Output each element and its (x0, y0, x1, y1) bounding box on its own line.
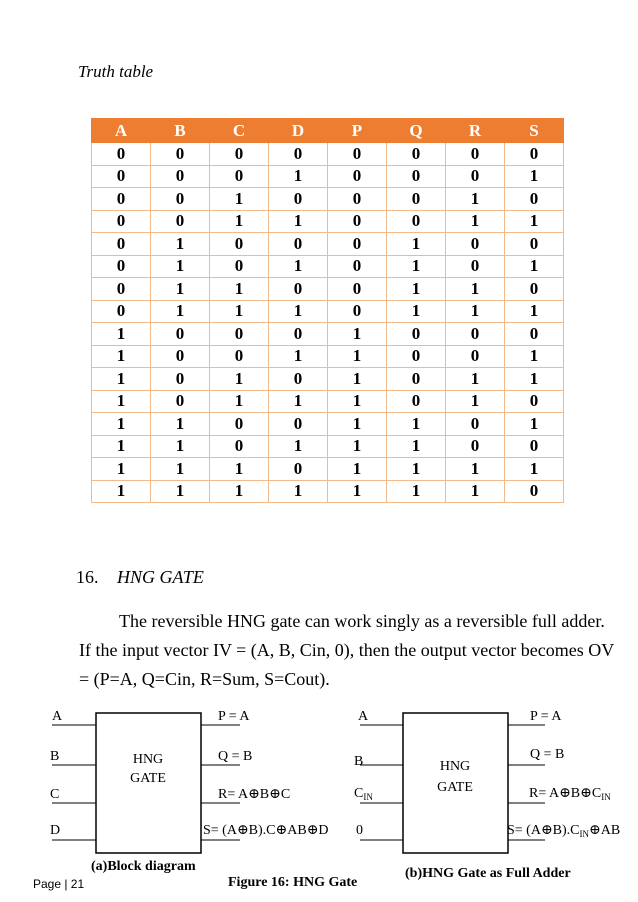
truth-table-cell: 1 (210, 188, 269, 211)
truth-table-cell: 0 (328, 165, 387, 188)
truth-table-cell: 1 (446, 188, 505, 211)
input-b-label-b: B (354, 754, 364, 769)
truth-table-cell: 1 (92, 345, 151, 368)
truth-table-cell: 1 (505, 345, 564, 368)
truth-table-cell: 0 (151, 323, 210, 346)
truth-table-header-cell: B (151, 119, 210, 143)
caption-b-prefix: (b) (405, 866, 423, 881)
output-q-label: Q = B (218, 749, 253, 764)
truth-table-cell: 1 (505, 368, 564, 391)
truth-table-cell: 0 (328, 255, 387, 278)
truth-table-cell: 0 (446, 165, 505, 188)
truth-table-cell: 0 (151, 188, 210, 211)
output-r-label-b (529, 786, 611, 802)
input-d-label: D (50, 823, 61, 838)
input-cin-subscript: IN (363, 792, 373, 802)
truth-table-cell: 0 (446, 323, 505, 346)
truth-table-cell: 0 (387, 390, 446, 413)
truth-table-cell: 0 (210, 165, 269, 188)
input-a-label-b: A (358, 709, 369, 724)
truth-table-cell: 0 (210, 345, 269, 368)
truth-table-cell: 1 (505, 255, 564, 278)
truth-table-cell: 1 (151, 435, 210, 458)
truth-table-cell: 0 (210, 255, 269, 278)
input-cin-main: C (354, 786, 364, 801)
truth-table-header-cell: R (446, 119, 505, 143)
truth-table-cell: 0 (328, 143, 387, 166)
truth-table-cell: 1 (92, 480, 151, 503)
truth-table-cell: 0 (92, 233, 151, 256)
section-number: 16. (76, 567, 99, 587)
truth-table-header-row (92, 119, 564, 143)
input-cin-label-b (354, 786, 373, 802)
truth-table-cell: 1 (328, 413, 387, 436)
gate-label-line2: GATE (130, 771, 166, 786)
paragraph-text: The reversible HNG gate can work singly as a reversible full adder. If the input vector IV = (A, B, Cin, 0), then the output vector becomes OV = (P=A, Q=Cin, R=Sum, S=Cout). (79, 611, 614, 689)
truth-table-cell: 0 (151, 390, 210, 413)
truth-table-cell: 1 (387, 480, 446, 503)
gate-label-line2-b: GATE (437, 780, 473, 795)
truth-table-cell: 1 (328, 480, 387, 503)
truth-table-cell: 1 (269, 165, 328, 188)
truth-table-cell: 1 (446, 458, 505, 481)
truth-table-cell: 1 (269, 390, 328, 413)
truth-table-cell: 1 (269, 435, 328, 458)
truth-table-cell: 0 (92, 255, 151, 278)
truth-table-cell: 0 (387, 368, 446, 391)
input-zero-label-b: 0 (356, 823, 363, 838)
truth-table-cell: 0 (505, 278, 564, 301)
truth-table-row (92, 458, 564, 481)
truth-table-cell: 1 (210, 480, 269, 503)
truth-table-cell: 1 (446, 300, 505, 323)
output-r-label: R= A⊕B⊕C (218, 787, 291, 802)
truth-table-cell: 1 (387, 255, 446, 278)
truth-table-cell: 0 (210, 143, 269, 166)
truth-table-cell: 0 (446, 413, 505, 436)
output-s-label: S= (A⊕B).C⊕AB⊕D (203, 823, 329, 838)
truth-table-cell: 1 (151, 458, 210, 481)
truth-table-cell: 0 (269, 143, 328, 166)
truth-table-cell: 1 (269, 255, 328, 278)
truth-table-cell: 0 (269, 188, 328, 211)
truth-table-cell: 1 (446, 210, 505, 233)
truth-table-cell: 0 (210, 435, 269, 458)
output-s-subscript-b: IN (579, 829, 590, 839)
truth-table-cell: 1 (446, 368, 505, 391)
truth-table-cell: 0 (505, 323, 564, 346)
truth-table-cell: 0 (151, 143, 210, 166)
truth-table-row (92, 480, 564, 503)
truth-table-cell: 1 (92, 413, 151, 436)
truth-table-cell: 0 (269, 413, 328, 436)
truth-table-cell: 0 (328, 188, 387, 211)
truth-table-cell: 1 (446, 278, 505, 301)
input-a-label: A (52, 709, 63, 724)
truth-table-body (92, 143, 564, 503)
input-c-label: C (50, 787, 60, 802)
section-title: HNG GATE (117, 567, 204, 587)
truth-table-cell: 1 (387, 233, 446, 256)
truth-table-row (92, 300, 564, 323)
truth-table-cell: 0 (387, 210, 446, 233)
truth-table-cell: 0 (92, 300, 151, 323)
truth-table-cell: 0 (387, 165, 446, 188)
truth-table-cell: 0 (446, 345, 505, 368)
truth-table-cell: 1 (505, 210, 564, 233)
gate-label-line1: HNG (132, 752, 164, 767)
diagram-a (50, 709, 329, 853)
output-s-label-b (507, 823, 620, 839)
truth-table-cell: 0 (387, 143, 446, 166)
truth-table-cell: 0 (446, 233, 505, 256)
output-s-tail-b: ⊕AB (589, 823, 621, 838)
truth-table-cell: 1 (151, 413, 210, 436)
truth-table-row (92, 413, 564, 436)
truth-table-cell: 1 (210, 210, 269, 233)
truth-table-cell: 0 (269, 458, 328, 481)
truth-table-cell: 1 (92, 458, 151, 481)
truth-table-cell: 1 (210, 300, 269, 323)
truth-table-cell: 1 (387, 278, 446, 301)
truth-table-cell: 0 (92, 143, 151, 166)
truth-table-cell: 1 (151, 278, 210, 301)
truth-table-cell: 1 (151, 255, 210, 278)
truth-table-row (92, 233, 564, 256)
truth-table-row (92, 210, 564, 233)
truth-table-cell: 0 (92, 188, 151, 211)
truth-table-cell: 1 (210, 458, 269, 481)
truth-table-row (92, 390, 564, 413)
truth-table-row (92, 255, 564, 278)
truth-table-cell: 1 (269, 210, 328, 233)
truth-table-cell: 1 (328, 390, 387, 413)
caption-full-adder (405, 866, 571, 882)
page-number: Page | 21 (33, 877, 85, 891)
truth-table-cell: 0 (92, 210, 151, 233)
truth-table-cell: 1 (151, 233, 210, 256)
truth-table-cell: 0 (328, 278, 387, 301)
caption-a-text: Block diagram (107, 859, 196, 874)
truth-table-cell: 1 (210, 390, 269, 413)
truth-table-cell: 1 (269, 345, 328, 368)
truth-table-cell: 0 (505, 390, 564, 413)
truth-table-cell: 1 (210, 368, 269, 391)
truth-table-row (92, 435, 564, 458)
truth-table-cell: 1 (269, 300, 328, 323)
truth-table-cell: 1 (269, 480, 328, 503)
truth-table-cell: 1 (92, 323, 151, 346)
truth-table-cell: 0 (210, 233, 269, 256)
output-r-subscript-b: IN (601, 792, 611, 802)
truth-table-cell: 0 (269, 368, 328, 391)
truth-table-cell: 0 (151, 368, 210, 391)
truth-table-header-cell: P (328, 119, 387, 143)
truth-table-cell: 0 (446, 255, 505, 278)
truth-table-row (92, 165, 564, 188)
truth-table-cell: 1 (328, 345, 387, 368)
truth-table-row (92, 368, 564, 391)
truth-table-row (92, 143, 564, 166)
truth-table-header-cell: D (269, 119, 328, 143)
truth-table-cell: 0 (446, 143, 505, 166)
truth-table-cell: 0 (387, 188, 446, 211)
truth-table-row (92, 188, 564, 211)
truth-table-cell: 1 (151, 480, 210, 503)
truth-table-cell: 1 (387, 458, 446, 481)
truth-table-heading: Truth table (78, 62, 154, 81)
truth-table-cell: 0 (151, 210, 210, 233)
truth-table-row (92, 345, 564, 368)
truth-table-cell: 1 (505, 458, 564, 481)
output-q-label-b: Q = B (530, 747, 565, 762)
truth-table-cell: 0 (210, 413, 269, 436)
truth-table-cell: 0 (328, 233, 387, 256)
truth-table-row (92, 323, 564, 346)
truth-table-cell: 0 (328, 300, 387, 323)
truth-table-cell: 1 (328, 323, 387, 346)
truth-table-header-cell: S (505, 119, 564, 143)
input-b-label: B (50, 749, 60, 764)
truth-table-cell: 1 (328, 435, 387, 458)
truth-table (91, 118, 564, 503)
caption-b-text: HNG Gate as Full Adder (422, 866, 571, 881)
output-p-label: P = A (218, 709, 250, 724)
truth-table-cell: 1 (446, 390, 505, 413)
truth-table-row (92, 278, 564, 301)
truth-table-cell: 0 (92, 278, 151, 301)
caption-a-prefix: (a) (91, 859, 108, 874)
truth-table-cell: 1 (328, 368, 387, 391)
truth-table-cell: 1 (328, 458, 387, 481)
truth-table-cell: 1 (92, 435, 151, 458)
truth-table-header-cell: A (92, 119, 151, 143)
truth-table-cell: 0 (505, 143, 564, 166)
truth-table-cell: 0 (151, 165, 210, 188)
truth-table-cell: 0 (151, 345, 210, 368)
truth-table-cell: 0 (92, 165, 151, 188)
truth-table-cell: 0 (328, 210, 387, 233)
truth-table-cell: 0 (269, 323, 328, 346)
caption-block-diagram (91, 859, 196, 875)
diagram-b (354, 709, 620, 853)
truth-table-cell: 1 (210, 278, 269, 301)
truth-table-cell: 1 (505, 413, 564, 436)
output-s-main-b: S= (A⊕B).C (507, 823, 580, 838)
truth-table-cell: 0 (387, 345, 446, 368)
truth-table-cell: 1 (387, 300, 446, 323)
truth-table-cell: 0 (387, 323, 446, 346)
truth-table-cell: 0 (505, 188, 564, 211)
truth-table-header-cell: C (210, 119, 269, 143)
section-paragraph (79, 607, 619, 694)
output-p-label-b: P = A (530, 709, 562, 724)
truth-table-cell: 0 (269, 233, 328, 256)
gate-label-line1-b: HNG (439, 759, 471, 774)
truth-table-cell: 0 (269, 278, 328, 301)
truth-table-cell: 1 (446, 480, 505, 503)
truth-table-cell: 1 (505, 300, 564, 323)
truth-table-cell: 0 (446, 435, 505, 458)
truth-table-cell: 1 (151, 300, 210, 323)
truth-table-cell: 1 (387, 435, 446, 458)
figure-caption: Figure 16: HNG Gate (228, 875, 358, 890)
hng-gate-diagrams (0, 700, 638, 875)
truth-table-header-cell: Q (387, 119, 446, 143)
truth-table-cell: 0 (505, 435, 564, 458)
truth-table-cell: 1 (505, 165, 564, 188)
output-r-main-b: R= A⊕B⊕C (529, 786, 602, 801)
truth-table-cell: 1 (92, 368, 151, 391)
truth-table-cell: 1 (387, 413, 446, 436)
truth-table-cell: 0 (505, 480, 564, 503)
truth-table-cell: 0 (210, 323, 269, 346)
truth-table-cell: 0 (505, 233, 564, 256)
truth-table-cell: 1 (92, 390, 151, 413)
